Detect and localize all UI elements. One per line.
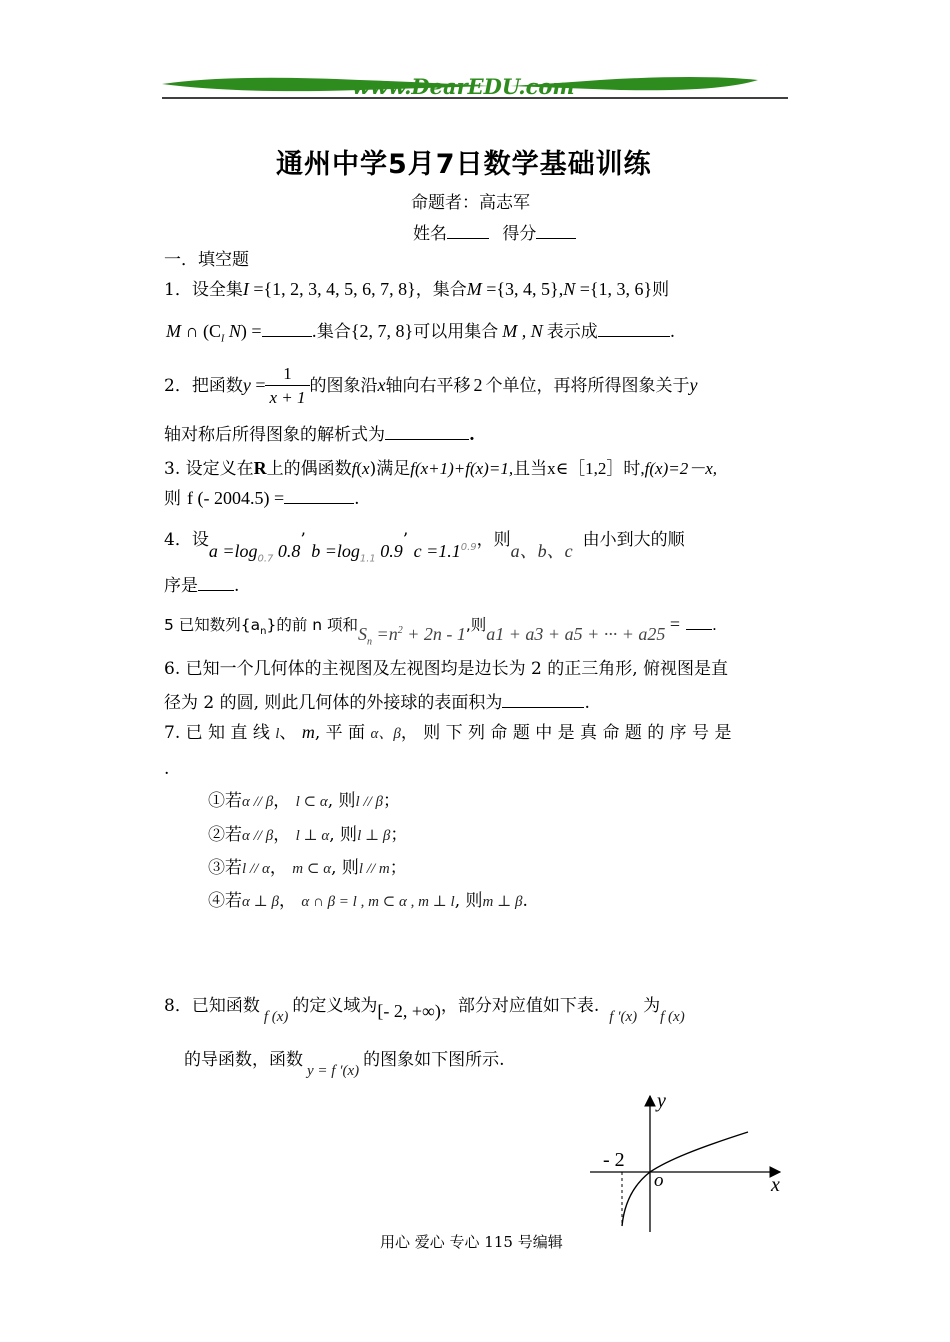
- q4-b-arg: 0.9: [375, 541, 403, 561]
- q8-fx: f (x): [263, 1009, 289, 1025]
- question-7-line-1: [164, 721, 731, 745]
- q7-option-text: , 则: [329, 825, 358, 845]
- q4-a-arg: 0.8: [273, 541, 301, 561]
- q1-set-I-value: ={1, 2, 3, 4, 5, 6, 7, 8}: [248, 279, 416, 299]
- section-heading: 一．填空题: [164, 250, 249, 270]
- q5-text: 5 已知数列{a: [164, 616, 261, 634]
- q5-sum-formula: [358, 624, 466, 648]
- q3-text: 且当: [513, 459, 548, 479]
- q4-a-base: 0.7: [257, 553, 274, 565]
- q1-text: ，集合: [415, 280, 467, 300]
- q1-expr-sub: I: [221, 333, 225, 345]
- site-logo[interactable]: www.DearEDU.com: [352, 74, 575, 99]
- q5-sum-rest: 1 + a3 + a5 + ··· + a25: [495, 624, 666, 644]
- q8-text: ，部分对应值如下表.: [440, 996, 600, 1016]
- q1-blank-2[interactable]: [598, 319, 670, 337]
- q2-var-x: x: [377, 375, 386, 395]
- q7-option-text: ；: [383, 791, 400, 811]
- question-4-line-1: 4．设$a =\log_{0.7}$ 0.8’ $b =\log_{1.1}$ 0.9’ $c =1.1^{0.9}$，则a、b、c由小到大的顺: [164, 530, 685, 565]
- q1-expr: N: [224, 321, 241, 341]
- q4-b-log: b =log: [311, 541, 360, 561]
- q7-option-cond: α // β: [242, 828, 274, 844]
- q6-text: .: [584, 693, 590, 713]
- q3-x: x: [362, 459, 370, 478]
- q6-blank[interactable]: [502, 690, 584, 708]
- q8-domain: [- 2, +∞): [377, 1001, 441, 1021]
- q4-abc: a、b、c: [510, 541, 573, 561]
- q7-option-1: [208, 790, 400, 813]
- q7-option-result: l // β: [355, 794, 383, 810]
- q4-c-exponent: 0.9: [460, 542, 477, 553]
- q8-text: 的定义域为: [292, 996, 378, 1016]
- q7-option-result: l ⊥ β: [357, 828, 391, 844]
- q7-option-cond: l ⊂ α: [295, 794, 328, 810]
- q1-text: .集合: [311, 322, 351, 342]
- q7-option-text: ，: [278, 891, 296, 911]
- author-line: 命题者：高志军: [411, 193, 530, 213]
- question-3-line-2: [164, 486, 360, 510]
- q3-text: 3. 设定义在: [164, 459, 254, 479]
- q1-set: {2, 7, 8}: [350, 321, 414, 341]
- q2-expr: =: [250, 375, 266, 395]
- q4-b-expr: [311, 541, 403, 565]
- q5-text: ,则: [465, 616, 487, 634]
- q2-var-y: y: [689, 375, 698, 395]
- q1-set-N: N: [563, 279, 576, 299]
- q7-option-text: , 则: [327, 791, 356, 811]
- q5-a: a: [486, 624, 496, 644]
- q1-set-I: I: [242, 279, 249, 299]
- q7-option-result: m ⊥ β: [482, 894, 523, 910]
- q7-option-cond: l // α: [242, 861, 270, 877]
- question-6-line-1: 6. 已知一个几何体的主视图及左视图均是边长为 2 的正三角形, 俯视图是直: [164, 659, 729, 679]
- q7-option-text: ；: [389, 858, 407, 878]
- question-8-line-1: [164, 985, 685, 1027]
- q7-option-text: ；: [390, 825, 408, 845]
- q5-S: S: [358, 624, 368, 644]
- q5-sub: n: [260, 626, 267, 638]
- q7-option-cond: α ⊥ β: [242, 894, 279, 910]
- q4-text: 序是: [164, 576, 198, 596]
- q7-l: l: [275, 726, 280, 742]
- origin-label: o: [654, 1170, 664, 1191]
- q7-text: 7. 已 知 直 线: [164, 723, 270, 743]
- q7-text: 、: [279, 723, 297, 743]
- q7-option-text: , 则: [454, 891, 483, 911]
- q4-text: 由小到大的顺: [582, 530, 685, 550]
- q8-text: 为: [643, 996, 661, 1016]
- q3-R: R: [253, 458, 267, 478]
- q7-option-text: .: [522, 891, 528, 911]
- q7-option-cond: l ⊥ α: [295, 828, 330, 844]
- q4-text: .: [234, 576, 240, 596]
- q2-numerator: 1: [265, 363, 309, 386]
- q7-option-text: ，: [273, 791, 291, 811]
- q8-fx: f (x): [660, 1009, 685, 1025]
- y-axis-label: y: [657, 1090, 666, 1112]
- question-5-line: [164, 603, 717, 651]
- q3-text: .: [354, 489, 360, 509]
- q7-option-cond: α ∩ β = l , m ⊂ α , m ⊥ l: [301, 894, 455, 910]
- q7-text: ， 则 下 列 命 题 中 是 真 命 题 的 序 号 是: [400, 723, 732, 743]
- q8-fprime: f ′(x): [609, 1009, 638, 1025]
- q4-text: 4．设: [164, 530, 209, 550]
- q4-text: ，则: [476, 530, 511, 550]
- q2-text: .: [469, 425, 475, 445]
- derivative-curve: [622, 1132, 748, 1226]
- q3-text: (: [356, 459, 363, 478]
- q1-text: 1．设全集: [164, 280, 243, 300]
- question-6-line-2: [164, 690, 590, 714]
- q8-text: 8．已知函数: [164, 996, 260, 1016]
- q1-set-M: M: [466, 279, 482, 299]
- q5-text: .: [712, 616, 717, 634]
- q2-text: 轴对称后所得图象的解析式为: [164, 425, 385, 445]
- q5-sum-expr: [486, 624, 665, 644]
- page-footer: 用心 爱心 专心 115 号编辑: [380, 1233, 563, 1251]
- q1-text: 表示成: [546, 322, 598, 342]
- q8-text: 的图象如下图所示.: [363, 1050, 505, 1070]
- q7-option-text: ，: [273, 825, 291, 845]
- q3-text: )满足: [369, 459, 411, 479]
- q2-denominator: x + 1: [269, 388, 306, 407]
- q7-planes: α、β: [370, 726, 401, 742]
- q3-blank[interactable]: [284, 486, 354, 504]
- question-1-line-1: [164, 278, 669, 301]
- q7-option-result: l // m: [358, 861, 390, 877]
- q7-option-2: [208, 824, 407, 847]
- name-label: 姓名: [413, 224, 447, 244]
- score-label: 得分: [502, 224, 537, 244]
- q5-blank[interactable]: [686, 612, 712, 630]
- q7-option-cond: m ⊂ α: [292, 861, 332, 877]
- q3-function: f(x)=2－x,: [644, 459, 718, 478]
- q2-text: 的图象沿: [309, 376, 378, 396]
- question-2-line-2: [164, 422, 475, 446]
- q4-a-expr: [208, 541, 301, 565]
- q1-text: .: [669, 322, 676, 342]
- q7-option-cond: α // β: [242, 794, 274, 810]
- q4-b-base: 1.1: [359, 553, 376, 565]
- name-blank[interactable]: [447, 221, 489, 239]
- question-3-line-1: [164, 457, 717, 480]
- q2-fraction: [265, 363, 309, 410]
- q1-text: 则: [652, 280, 670, 300]
- q2-blank[interactable]: [385, 422, 469, 440]
- q2-text: 轴向右平移: [385, 376, 471, 396]
- q1-expr: ∩ (C: [181, 321, 221, 341]
- q5-exp: 2: [397, 625, 403, 636]
- q7-option-4: [208, 890, 528, 913]
- q4-c-expr: [414, 541, 477, 561]
- page-title: 通州中学5月7日数学基础训练: [276, 149, 652, 180]
- q2-text: 2．把函数: [164, 376, 243, 396]
- q4-blank[interactable]: [198, 573, 234, 591]
- q3-condition: f(x+1)+f(x)=1,: [410, 459, 514, 478]
- q3-text: 上的偶函数: [266, 459, 352, 479]
- q2-number: 2: [473, 375, 483, 395]
- q1-set-N-value: ={1, 3, 6}: [575, 279, 653, 299]
- q2-text: 个单位，再将所得图象关于: [485, 376, 690, 396]
- q4-a-log: a =log: [208, 541, 258, 561]
- question-4-line-2: [164, 573, 239, 597]
- q3-expr: f (- 2004.5) =: [187, 488, 285, 508]
- q7-option-num: ④若: [208, 891, 242, 911]
- q3-interval: x∈［1,2］时,: [547, 459, 645, 478]
- q5-eq: =: [665, 614, 681, 634]
- q7-option-num: ②若: [208, 825, 242, 845]
- q7-option-text: ，: [269, 858, 287, 878]
- q7-m: m: [301, 722, 315, 742]
- question-2-line-1: [164, 357, 698, 414]
- q7-option-3: [208, 857, 407, 880]
- q7-text: , 平 面: [314, 723, 366, 743]
- q7-option-text: , 则: [331, 858, 359, 878]
- q1-expr: M: [166, 321, 181, 341]
- q6-text: 径为 2 的圆, 则此几何体的外接球的表面积为: [164, 693, 503, 713]
- q1-set-M-value: ={3, 4, 5},: [481, 279, 564, 299]
- q5-text: }的前 n 项和: [266, 616, 359, 634]
- q3-text: 则: [164, 489, 181, 509]
- q8-text: 的导函数，函数: [184, 1050, 303, 1070]
- question-8-line-2: [184, 1040, 505, 1081]
- q3-f: f: [351, 459, 357, 478]
- q1-expr: ) =: [240, 321, 262, 341]
- q5-expr: + 2n - 1: [402, 624, 466, 644]
- q1-sets-MN: M , N: [502, 321, 543, 341]
- q1-blank-1[interactable]: [262, 319, 312, 337]
- question-1-line-2: [166, 319, 675, 350]
- q8-derivative-expr: y = f ′(x): [307, 1063, 360, 1079]
- score-blank[interactable]: [536, 221, 576, 239]
- q4-c-base: c =1.1: [413, 541, 461, 561]
- x-axis-label: x: [771, 1174, 780, 1196]
- q2-expr: y: [242, 375, 251, 395]
- q1-text: 可以用集合: [413, 322, 499, 342]
- q7-option-num: ③若: [208, 858, 242, 878]
- question-7-dot: .: [164, 759, 170, 779]
- tick-label-minus-2: - 2: [603, 1149, 625, 1171]
- name-score-line: [413, 221, 576, 245]
- q7-option-num: ①若: [208, 791, 242, 811]
- q5-expr: =n: [372, 624, 398, 644]
- q5-S-sub: n: [367, 636, 373, 648]
